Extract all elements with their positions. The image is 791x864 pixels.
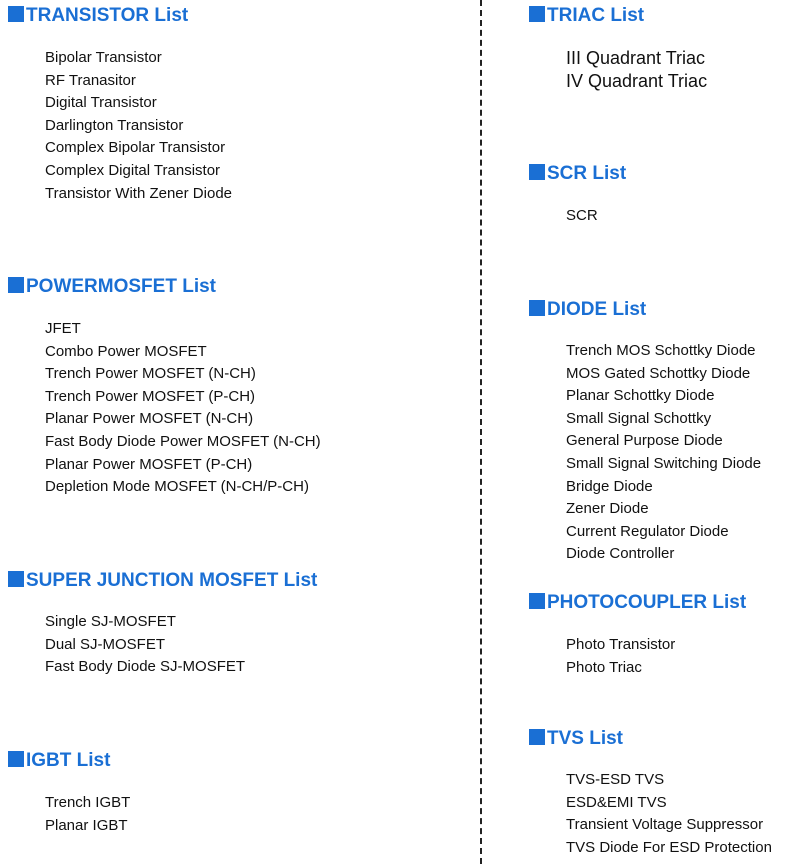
item-list <box>45 47 232 205</box>
section-title: TRIAC List <box>547 5 645 26</box>
square-bullet-icon <box>529 6 545 22</box>
item-list <box>45 611 245 679</box>
list-item[interactable]: Fast Body Diode SJ-MOSFET <box>45 658 246 676</box>
square-bullet-icon <box>529 729 545 745</box>
list-item[interactable]: Digital Transistor <box>45 94 157 112</box>
list-item[interactable]: General Purpose Diode <box>566 432 723 450</box>
list-item[interactable]: Transient Voltage Suppressor <box>566 816 764 834</box>
list-item[interactable]: Small Signal Switching Diode <box>566 454 762 472</box>
list-item[interactable]: IV Quadrant Triac <box>566 71 708 91</box>
list-item[interactable]: ESD&EMI TVS <box>566 793 667 811</box>
section-heading <box>529 728 623 750</box>
section-title: TVS List <box>547 728 624 749</box>
item-list <box>566 340 761 566</box>
igbt-section <box>8 750 131 834</box>
item-list <box>45 318 321 499</box>
square-bullet-icon <box>529 164 545 180</box>
item-list <box>566 205 598 228</box>
item-list <box>566 47 707 93</box>
list-item[interactable]: Bipolar Transistor <box>45 49 162 66</box>
list-item[interactable]: Dual SJ-MOSFET <box>45 635 166 653</box>
list-item[interactable]: Trench Power MOSFET (P-CH) <box>45 387 256 405</box>
section-heading <box>529 163 626 185</box>
section-heading <box>529 592 746 614</box>
list-item[interactable]: TVS-ESD TVS <box>566 771 665 788</box>
diode-section <box>529 299 762 563</box>
list-item[interactable]: Darlington Transistor <box>45 116 184 134</box>
list-item[interactable]: SCR <box>566 207 598 224</box>
list-item[interactable]: Planar IGBT <box>45 816 128 834</box>
list-item[interactable]: Planar Schottky Diode <box>566 387 715 405</box>
item-list <box>45 792 130 837</box>
list-item[interactable]: RF Tranasitor <box>45 71 136 89</box>
list-item[interactable]: Planar Power MOSFET (N-CH) <box>45 410 254 428</box>
square-bullet-icon <box>8 571 24 587</box>
section-heading <box>8 750 110 772</box>
triac-section <box>529 5 708 91</box>
section-title: SUPER JUNCTION MOSFET List <box>26 570 318 591</box>
list-item[interactable]: Single SJ-MOSFET <box>45 613 176 630</box>
super-junction-mosfet-section <box>8 570 318 676</box>
list-item[interactable]: Complex Bipolar Transistor <box>45 139 226 157</box>
square-bullet-icon <box>8 6 24 22</box>
list-item[interactable]: Photo Transistor <box>566 636 676 653</box>
section-heading <box>529 299 646 321</box>
section-title: SCR List <box>547 163 627 184</box>
section-title: PHOTOCOUPLER List <box>547 592 747 613</box>
square-bullet-icon <box>8 751 24 767</box>
scr-section <box>529 163 627 224</box>
photocoupler-section <box>529 592 747 676</box>
section-title: POWERMOSFET List <box>26 276 216 297</box>
powermosfet-section <box>8 276 321 496</box>
list-item[interactable]: Complex Digital Transistor <box>45 161 221 179</box>
list-item[interactable]: Small Signal Schottky <box>566 409 712 427</box>
list-item[interactable]: Bridge Diode <box>566 477 653 495</box>
list-item[interactable]: JFET <box>45 320 81 337</box>
list-item[interactable]: Current Regulator Diode <box>566 522 729 540</box>
section-heading <box>8 276 216 298</box>
tvs-section <box>529 728 772 856</box>
transistor-section <box>8 5 233 202</box>
section-title: IGBT List <box>26 750 111 771</box>
section-heading <box>529 5 644 27</box>
list-item[interactable]: III Quadrant Triac <box>566 48 706 68</box>
list-item[interactable]: Trench Power MOSFET (N-CH) <box>45 365 256 383</box>
square-bullet-icon <box>529 593 545 609</box>
section-title: TRANSISTOR List <box>26 5 189 26</box>
section-heading <box>8 570 317 592</box>
list-item[interactable]: MOS Gated Schottky Diode <box>566 364 751 382</box>
list-item[interactable]: Photo Triac <box>566 658 642 676</box>
list-item[interactable]: Trench IGBT <box>45 794 131 811</box>
list-item[interactable]: Trench MOS Schottky Diode <box>566 342 756 359</box>
square-bullet-icon <box>529 300 545 316</box>
list-item[interactable]: Transistor With Zener Diode <box>45 184 233 202</box>
list-item[interactable]: Depletion Mode MOSFET (N-CH/P-CH) <box>45 478 309 496</box>
section-heading <box>8 5 188 27</box>
item-list <box>566 634 675 679</box>
column-divider <box>480 0 482 864</box>
item-list <box>566 769 772 859</box>
list-item[interactable]: Diode Controller <box>566 545 675 563</box>
list-item[interactable]: Planar Power MOSFET (P-CH) <box>45 455 253 473</box>
list-item[interactable]: Zener Diode <box>566 500 649 518</box>
list-item[interactable]: Fast Body Diode Power MOSFET (N-CH) <box>45 432 321 450</box>
square-bullet-icon <box>8 277 24 293</box>
list-item[interactable]: TVS Diode For ESD Protection <box>566 838 772 856</box>
section-title: DIODE List <box>547 299 647 320</box>
list-item[interactable]: Combo Power MOSFET <box>45 342 207 360</box>
